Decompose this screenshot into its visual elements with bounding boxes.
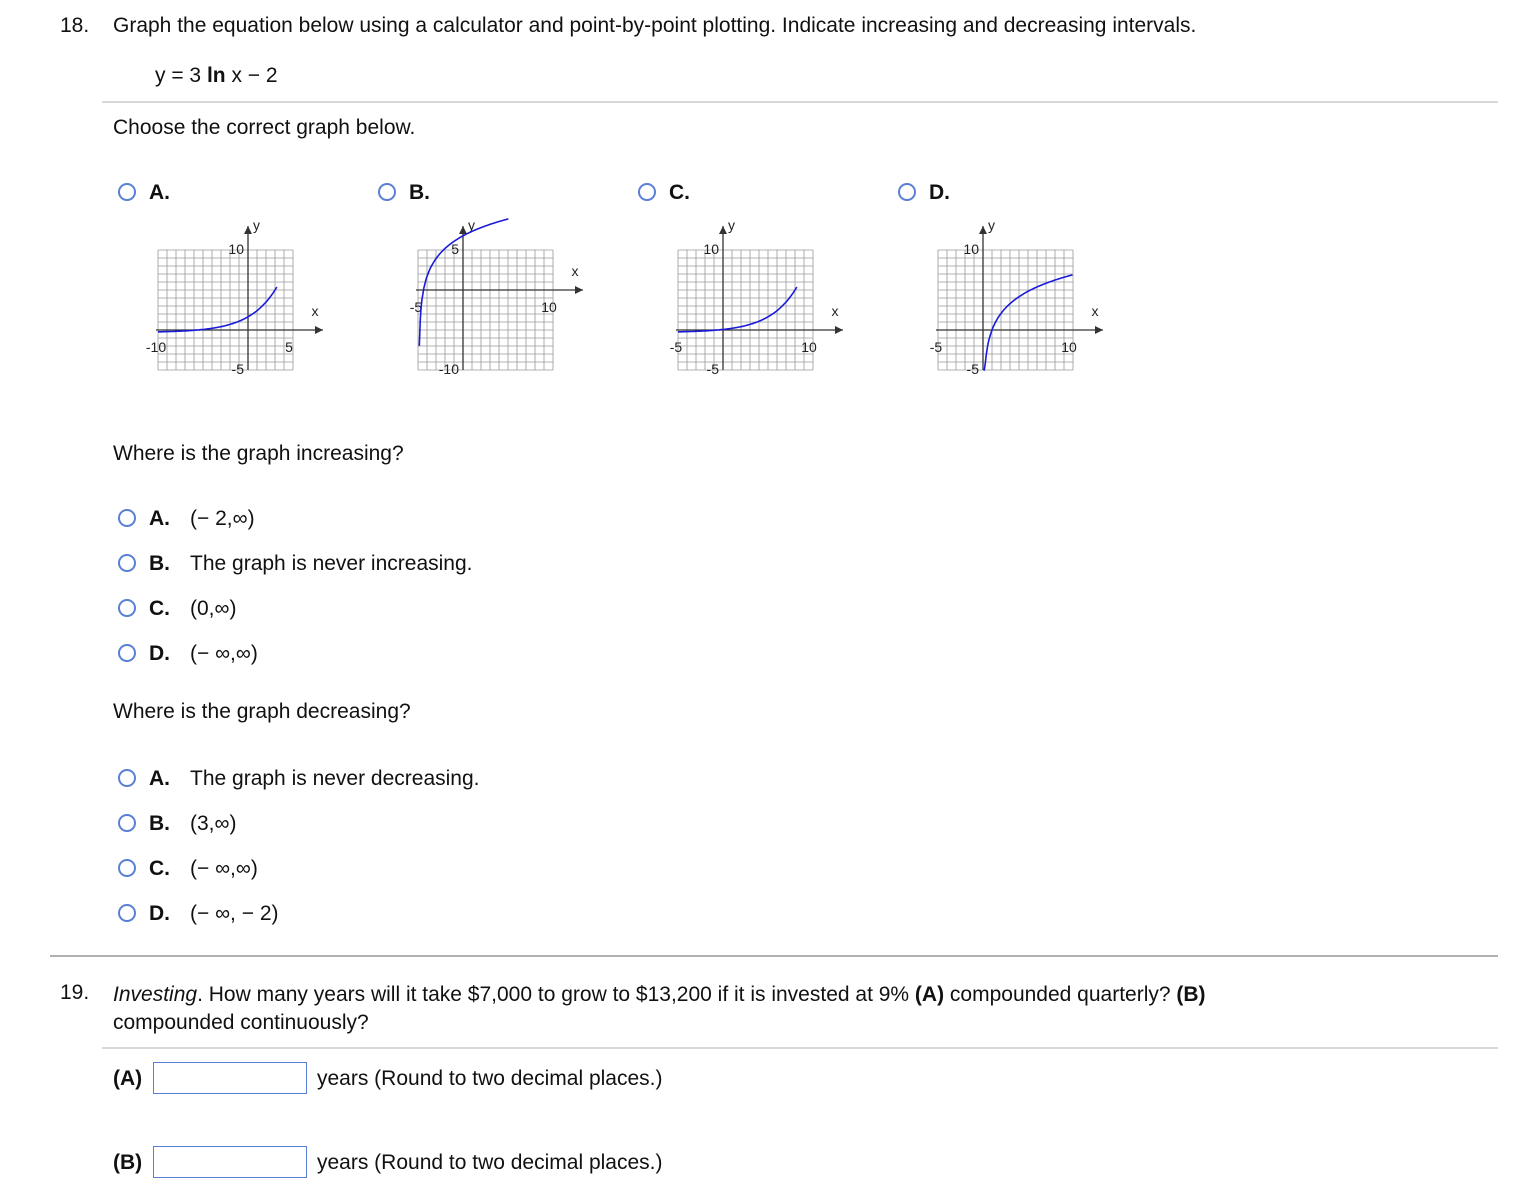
y-min-tick: -5 [706,361,719,377]
increasing-option-c-radio[interactable] [118,599,136,617]
option-letter: B. [149,552,170,575]
option-letter: B. [149,812,170,835]
question-18-instruction: Graph the equation below using a calculator and point-by-point plotting. Indicate increasing and decreasing intervals. [113,14,1197,37]
option-text: (− 2,∞) [190,507,255,530]
y-max-tick: 10 [963,241,979,257]
graph-choice-letter: B. [409,181,430,204]
option-letter: D. [149,642,170,665]
graph-choice-letter: A. [149,181,170,204]
axis-arrows [719,226,843,334]
x-axis-label: x [831,303,839,319]
decreasing-option-a-radio[interactable] [118,769,136,787]
graph-choice-c-radio[interactable] [638,183,656,201]
graph-choice-b-radio[interactable] [378,183,396,201]
answer-input-b[interactable] [153,1146,307,1178]
y-min-tick: -5 [231,361,244,377]
x-max-tick: 10 [1061,339,1077,355]
increasing-option-d-radio[interactable] [118,644,136,662]
y-axis-label: y [728,218,735,233]
y-max-tick: 10 [228,241,244,257]
option-text: The graph is never decreasing. [190,767,480,790]
y-axis-label: y [253,218,260,233]
question-separator [50,955,1498,957]
option-letter: C. [149,597,170,620]
y-max-tick: 10 [703,241,719,257]
increasing-option-b-radio[interactable] [118,554,136,572]
answer-input-a[interactable] [153,1062,307,1094]
x-axis-label: x [571,263,579,279]
question-19-text: Investing. How many years will it take $7,000 to grow to $13,200 if it is invested at 9% (A) compounded quarterly? (B) compounded continuously? [113,983,1206,1034]
grid [678,250,813,370]
x-min-tick: -5 [669,339,683,355]
equation: y = 3 ln x − 2 [155,64,278,87]
option-text: (3,∞) [190,812,237,835]
option-text: (0,∞) [190,597,237,620]
option-text: The graph is never increasing. [190,552,473,575]
option-text: (− ∞,∞) [190,857,258,880]
answer-suffix: years (Round to two decimal places.) [317,1151,663,1174]
axis-arrows [459,226,583,294]
increasing-prompt: Where is the graph increasing? [113,442,404,465]
grid [418,250,553,370]
choose-graph-prompt: Choose the correct graph below. [113,116,416,139]
option-text: (− ∞,∞) [190,642,258,665]
graph-choice-a-radio[interactable] [118,183,136,201]
divider [102,101,1498,103]
y-axis-label: y [988,218,995,233]
grid [158,250,293,370]
graph-choice-c [658,218,858,388]
option-text: (− ∞, − 2) [190,902,279,925]
option-letter: D. [149,902,170,925]
graph-choice-d-radio[interactable] [898,183,916,201]
graph-choice-letter: D. [929,181,950,204]
y-min-tick: -10 [438,361,459,377]
answer-label: (A) [113,1067,143,1090]
decreasing-option-c-radio[interactable] [118,859,136,877]
graph-choice-a [138,218,338,388]
answer-label: (B) [113,1151,143,1174]
x-min-tick: -10 [145,339,167,355]
graph-choice-letter: C. [669,181,690,204]
y-axis-label: y [468,218,475,233]
graph-choice-b [398,218,598,388]
divider [102,1047,1498,1049]
x-max-tick: 10 [801,339,817,355]
graph-choice-d [918,218,1118,388]
x-min-tick: -5 [929,339,943,355]
option-letter: A. [149,507,170,530]
question-number-18: 18. [60,14,90,37]
x-max-tick: 5 [285,339,293,355]
option-letter: A. [149,767,170,790]
y-min-tick: -5 [966,361,979,377]
x-axis-label: x [311,303,319,319]
option-letter: C. [149,857,170,880]
answer-suffix: years (Round to two decimal places.) [317,1067,663,1090]
question-number-19: 19. [60,981,90,1004]
decreasing-option-b-radio[interactable] [118,814,136,832]
y-max-tick: 5 [451,241,459,257]
decreasing-prompt: Where is the graph decreasing? [113,700,411,723]
increasing-option-a-radio[interactable] [118,509,136,527]
x-min-tick: -5 [409,299,423,315]
x-axis-label: x [1091,303,1099,319]
decreasing-option-d-radio[interactable] [118,904,136,922]
x-max-tick: 10 [541,299,557,315]
grid [938,250,1073,370]
